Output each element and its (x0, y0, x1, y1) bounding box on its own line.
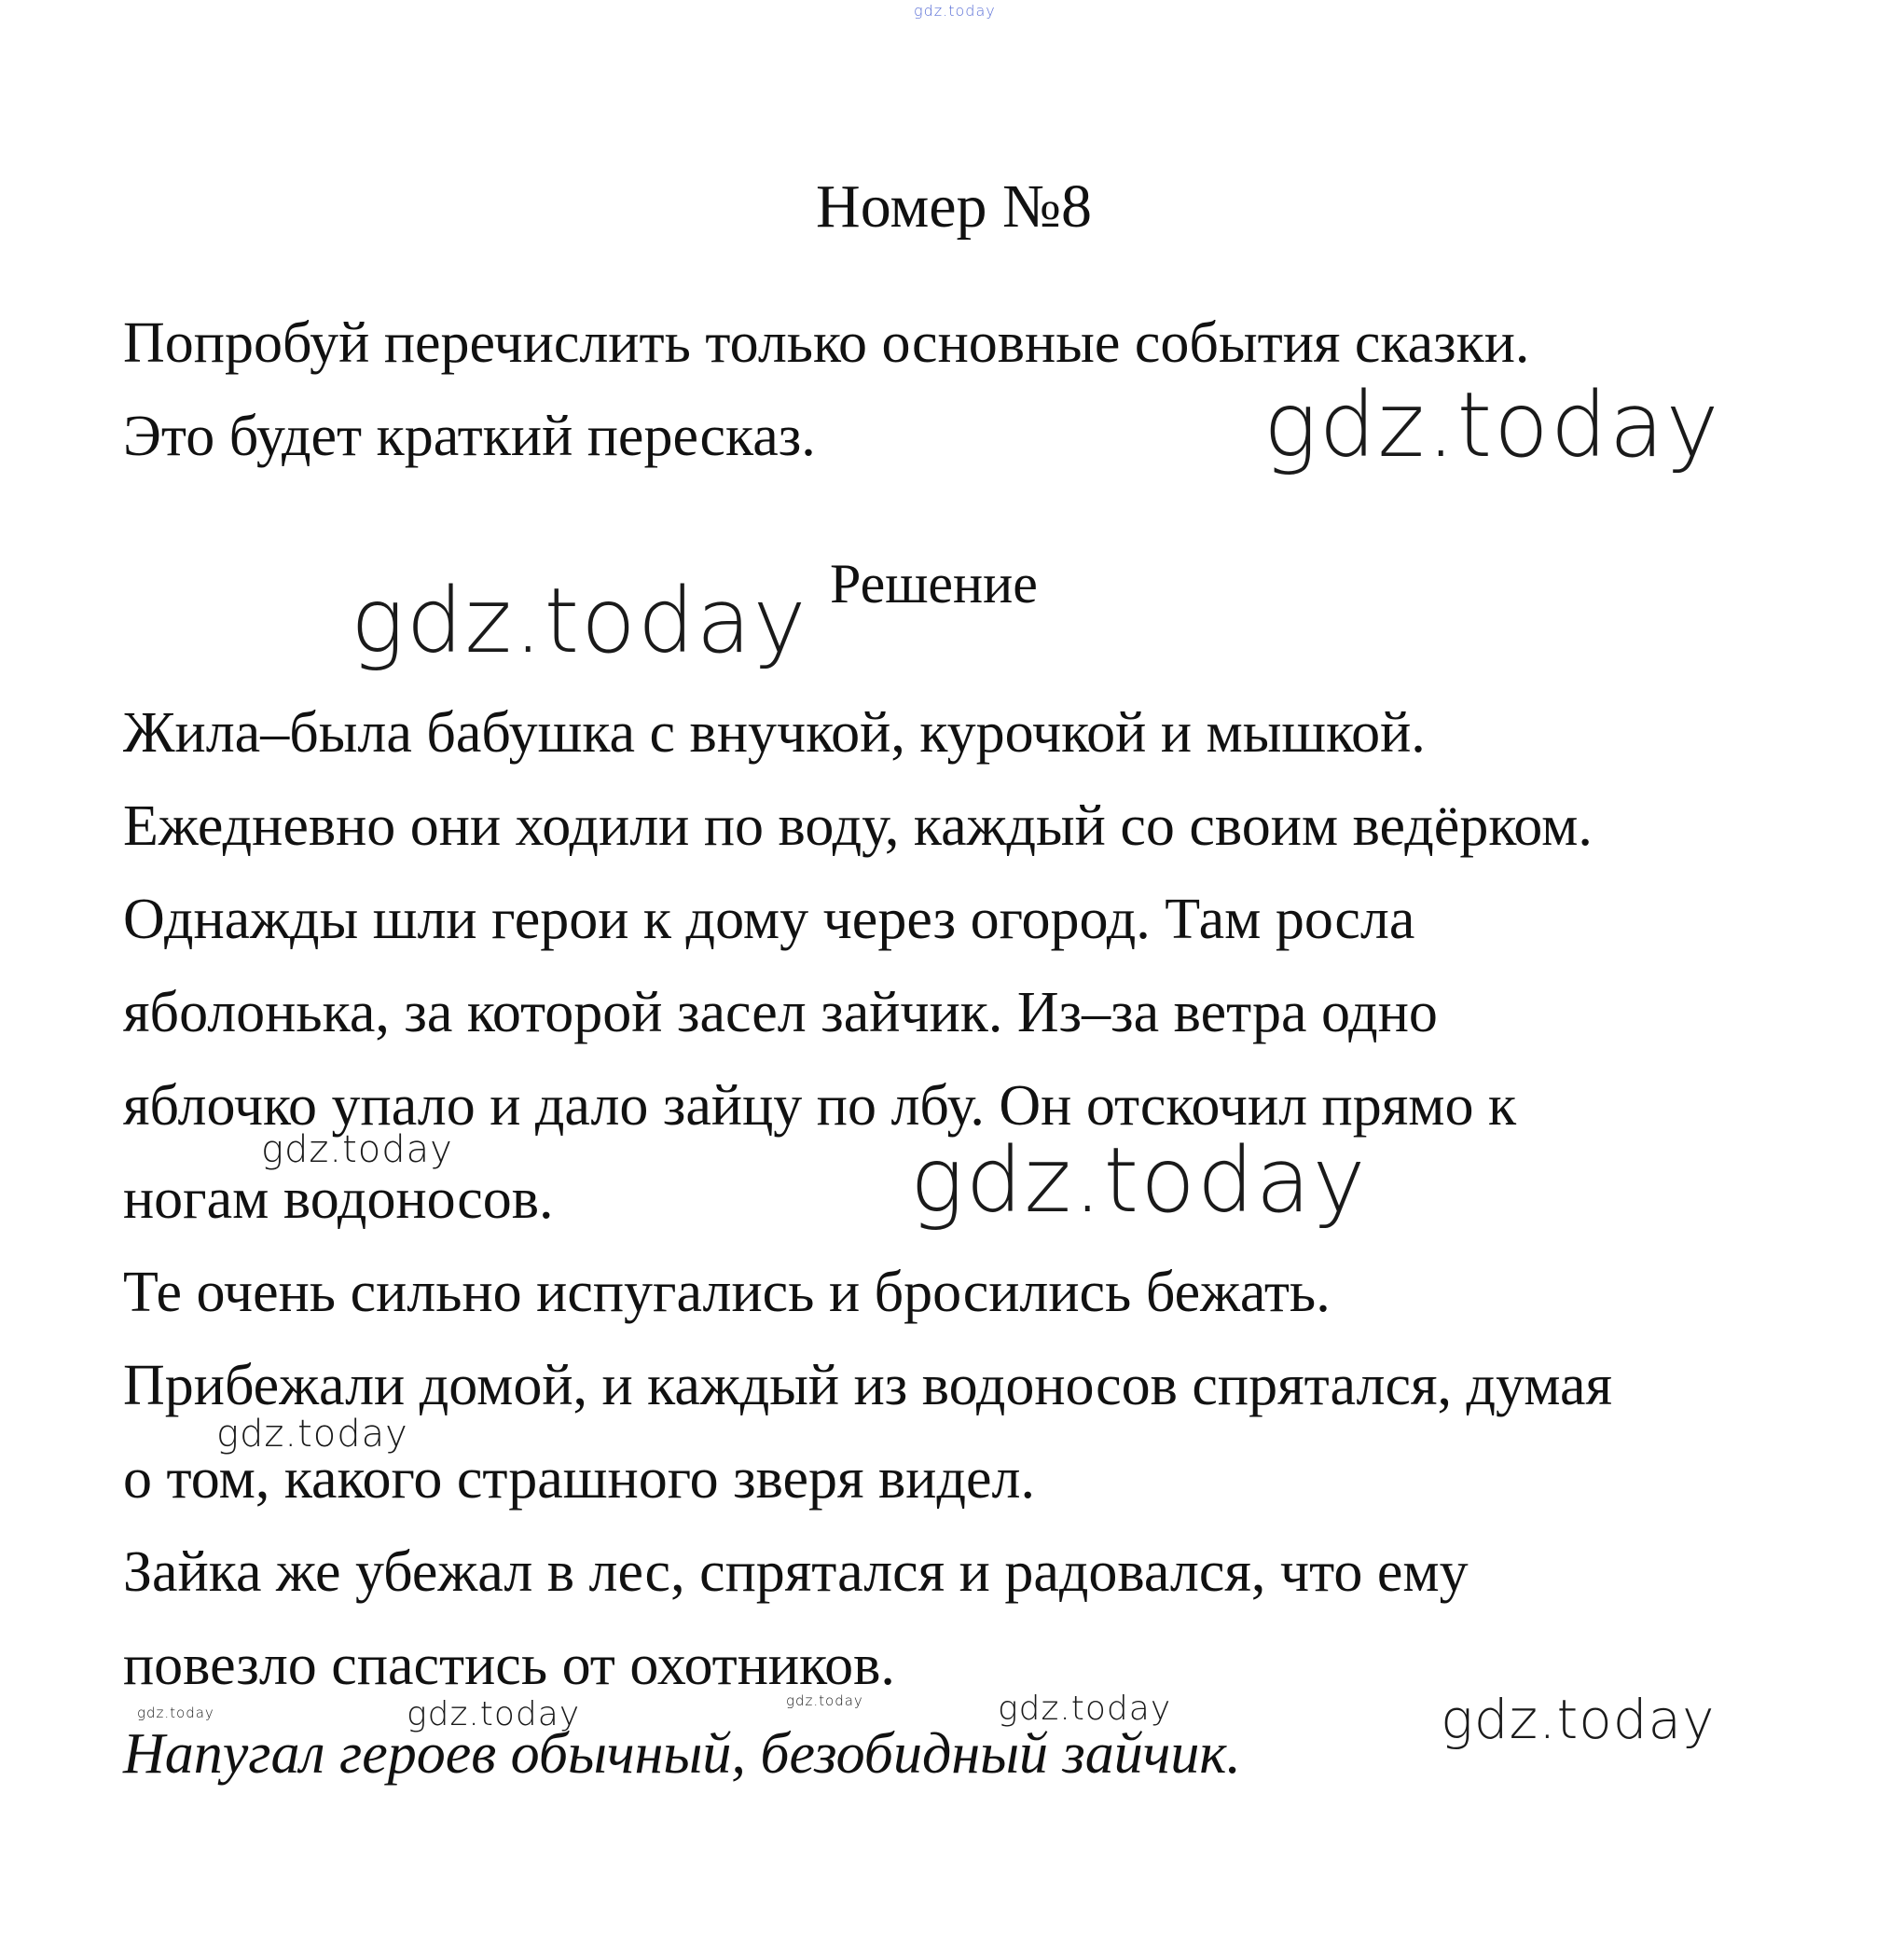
solution-line: Зайка же убежал в лес, спрятался и радовался, что ему (123, 1540, 1469, 1604)
solution-line: Жила–была бабушка с внучкой, курочкой и мышкой. (123, 701, 1426, 765)
watermark: gdz.today (998, 1690, 1172, 1728)
solution-line: яблочко упало и дало зайцу по лбу. Он отскочил прямо к (123, 1074, 1517, 1138)
solution-line: Те очень сильно испугались и бросились бежать. (123, 1261, 1331, 1324)
watermark: gdz.today (786, 1692, 863, 1709)
solution-line: яболонька, за которой засел зайчик. Из–за ветра одно (123, 981, 1438, 1044)
watermark: gdz.today (137, 1705, 214, 1721)
solution-conclusion: Напугал героев обычный, безобидный зайчик. (123, 1722, 1241, 1786)
solution-line: Прибежали домой, и каждый из водоносов спрятался, думая (123, 1354, 1613, 1417)
solution-line: ногам водоносов. (123, 1167, 554, 1231)
watermark: gdz.today (910, 1128, 1368, 1233)
page-title: Номер №8 (816, 173, 1092, 241)
header-watermark: gdz.today (914, 2, 996, 20)
solution-line: Однажды шли герои к дому через огород. Там росла (123, 888, 1415, 951)
watermark: gdz.today (407, 1695, 581, 1733)
task-line: Попробуй перечислить только основные события сказки. (123, 311, 1530, 375)
task-line: Это будет краткий пересказ. (123, 405, 816, 468)
solution-line: Ежедневно они ходили по воду, каждый со своим ведёрком. (123, 794, 1593, 858)
watermark: gdz.today (216, 1413, 408, 1456)
solution-line: повезло спастись от охотников. (123, 1634, 895, 1697)
watermark: gdz.today (1441, 1688, 1716, 1751)
solution-line: о том, какого страшного зверя видел. (123, 1447, 1035, 1511)
solution-heading: Решение (830, 553, 1038, 614)
watermark: gdz.today (1263, 373, 1721, 477)
watermark: gdz.today (351, 569, 808, 673)
watermark: gdz.today (261, 1128, 453, 1171)
